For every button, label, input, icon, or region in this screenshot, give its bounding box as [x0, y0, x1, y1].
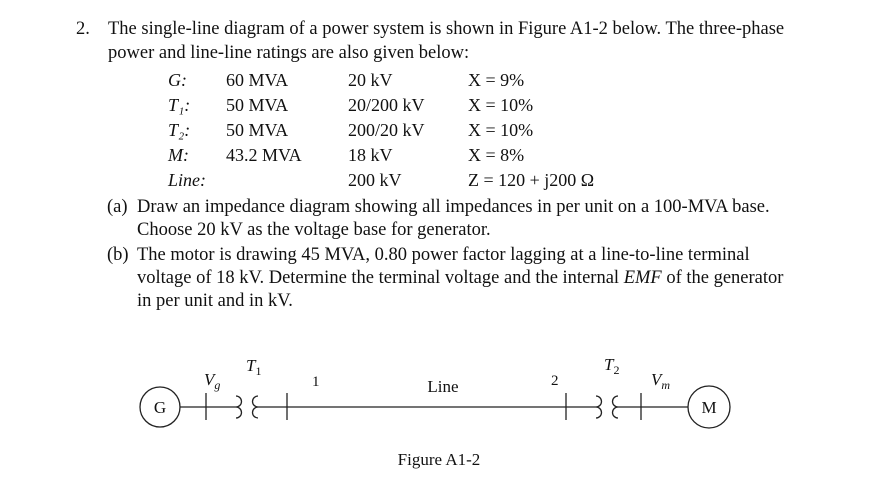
vg-label: $V_g$: [204, 370, 221, 392]
part-b-label: (b): [107, 245, 129, 265]
t2-label: $T_2$: [604, 355, 620, 377]
part-a-label: (a): [107, 197, 128, 217]
problem-intro-line2: power and line-line ratings are also given below:: [108, 43, 470, 63]
rating-voltage: 200/20 kV: [348, 120, 425, 140]
rating-power: 50 MVA: [226, 95, 289, 115]
motor-label: M: [701, 398, 717, 417]
transformer-t2-secondary: [613, 396, 619, 418]
rating-voltage: 18 kV: [348, 145, 393, 165]
vm-label: $V_m$: [651, 370, 671, 392]
rating-power: 60 MVA: [226, 70, 289, 90]
rating-power: 43.2 MVA: [226, 145, 302, 165]
generator-label: G: [153, 398, 167, 417]
part-a-line1: Draw an impedance diagram showing all impedances in per unit on a 100-MVA base.: [137, 197, 770, 217]
part-b-line2-post: of the generator: [661, 268, 784, 288]
problem-intro-line1: The single-line diagram of a power system is shown in Figure A1-2 below. The three-phase: [108, 19, 785, 39]
transformer-t1-primary: [236, 396, 242, 418]
rating-power: 50 MVA: [226, 120, 289, 140]
problem-number: 2.: [76, 19, 90, 39]
figure-caption: Figure A1-2: [397, 450, 481, 469]
rating-voltage: 20/200 kV: [348, 95, 425, 115]
rating-name: T₁:: [168, 95, 191, 115]
rating-name: Line:: [168, 170, 206, 190]
emf-term: EMF: [623, 268, 662, 288]
part-b-line1: The motor is drawing 45 MVA, 0.80 power factor lagging at a line-to-line terminal: [137, 245, 750, 265]
rating-reactance: Z = 120 + j200 Ω: [468, 170, 595, 190]
transformer-t2-primary: [596, 396, 602, 418]
rating-reactance: X = 9%: [468, 70, 525, 90]
t1-label: $T_1$: [246, 356, 262, 378]
part-b-line2-pre: voltage of 18 kV. Determine the terminal voltage and the internal: [137, 268, 624, 288]
rating-name: G:: [168, 70, 187, 90]
transformer-t1-secondary: [253, 396, 259, 418]
bus-2-label: 2: [551, 373, 559, 389]
rating-reactance: X = 8%: [468, 145, 525, 165]
bus-1-label: 1: [312, 374, 320, 390]
rating-name: M:: [168, 145, 189, 165]
rating-reactance: X = 10%: [468, 120, 534, 140]
rating-name: T₂:: [168, 120, 191, 140]
rating-voltage: 200 kV: [348, 170, 402, 190]
part-b-line3: in per unit and in kV.: [137, 291, 293, 311]
rating-reactance: X = 10%: [468, 95, 534, 115]
part-a-line2: Choose 20 kV as the voltage base for generator.: [137, 220, 491, 240]
rating-voltage: 20 kV: [348, 70, 393, 90]
line-label: Line: [427, 377, 459, 396]
